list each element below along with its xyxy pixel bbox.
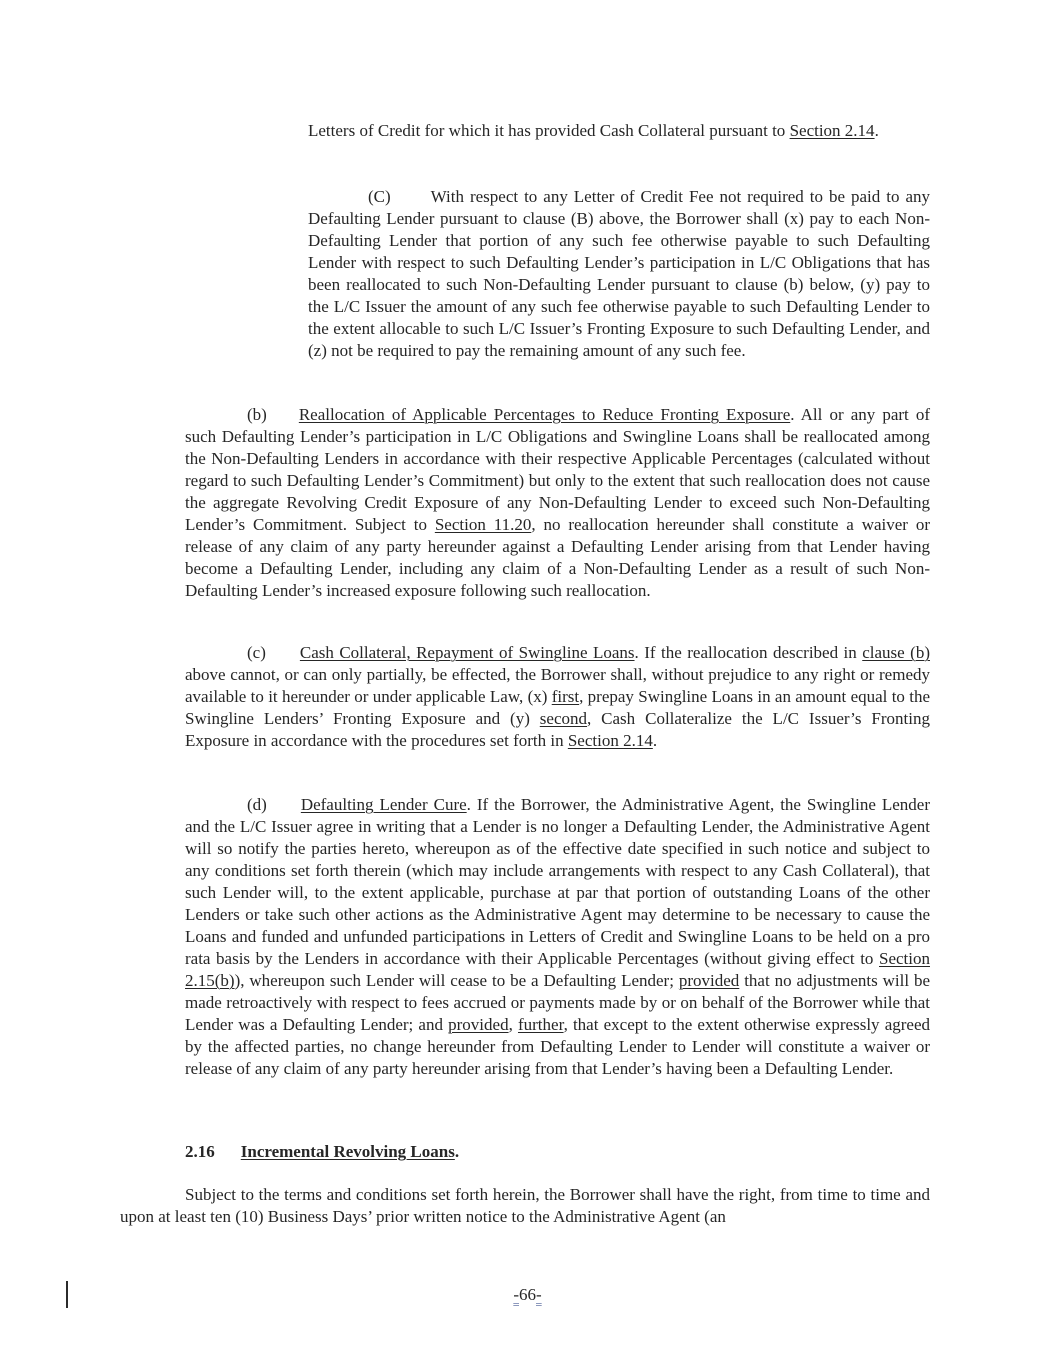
section-heading-2-16: 2.16 Incremental Revolving Loans. [185,1142,460,1161]
clause-C: (C) With respect to any Letter of Credit Fee not required to be paid to any Defaulting Lender pursuant to clause (B) above, the Borrower shall (x) pay to each Non-Defaulting Lender that portion of any such fee otherwise payable to such Defaulting Lender with respect to such Defaulting Lender’s participation in L/C Obligations that has been reallocated to such Non-Defaulting Lender pursuant to clause (b) below, (y) pay to the L/C Issuer the amount of any such fee otherwise payable to such Defaulting Lender to the extent allocable to such L/C Issuer’s Fronting Exposure to such Defaulting Lender, and (z) not be required to pay the remaining amount of any such fee. [308,187,930,360]
page-number: -66- [513,1285,542,1304]
clause-b: (b) Reallocation of Applicable Percentages to Reduce Fronting Exposure. All or any part of such Defaulting Lender’s participation in L/C Obligations and Swingline Loans shall be reallocated among the Non-Defaulting Lenders in accordance with their respective Applicable Percentages (calculated without regard to such Defaulting Lender’s Commitment) but only to the extent that such reallocation does not cause the aggregate Revolving Credit Exposure of any Non-Defaulting Lender to exceed such Non-Defaulting Lender’s Commitment. Subject to Section 11.20, no reallocation hereunder shall constitute a waiver or release of any claim of any party hereunder against a Defaulting Lender arising from that Lender having become a Defaulting Lender, including any claim of a Non-Defaulting Lender as a result of such Non-Defaulting Lender’s increased exposure following such reallocation. [185,405,930,600]
paragraph-2-16-intro: Subject to the terms and conditions set forth herein, the Borrower shall have the right, from time to time and upon at least ten (10) Business Days’ prior written notice to the Administrative Agent (an [120,1185,930,1226]
clause-letters-of-credit: Letters of Credit for which it has provided Cash Collateral pursuant to Section 2.14. [308,121,879,140]
clause-c: (c) Cash Collateral, Repayment of Swingline Loans. If the reallocation described in clause (b) above cannot, or can only partially, be effected, the Borrower shall, without prejudice to any right or remedy available to it hereunder or under applicable Law, (x) first, prepay Swingline Loans in an amount equal to the Swingline Lenders’ Fronting Exposure and (y) second, Cash Collateralize the L/C Issuer’s Fronting Exposure in accordance with the procedures set forth in Section 2.14. [185,643,931,750]
page-footer [0,1284,1055,1306]
clause-d: (d) Defaulting Lender Cure. If the Borrower, the Administrative Agent, the Swingline Lender and the L/C Issuer agree in writing that a Lender is no longer a Defaulting Lender, the Administrative Agent will so notify the parties hereto, whereupon as of the effective date specified in such notice and subject to any conditions set forth therein (which may include arrangements with respect to any Cash Collateral), that such Lender will, to the extent applicable, purchase at par that portion of outstanding Loans of the other Lenders or take such other actions as the Administrative Agent may determine to be necessary to cause the Loans and funded and unfunded participations in Letters of Credit and Swingline Loans to be held on a pro rata basis by the Lenders in accordance with their Applicable Percentages (without giving effect to Section 2.15(b)), whereupon such Lender will cease to be a Defaulting Lender; provided that no adjustments will be made retroactively with respect to fees accrued or payments made by or on behalf of the Borrower while that Lender was a Defaulting Lender; and provided, further, that except to the extent otherwise expressly agreed by the affected parties, no change hereunder from Defaulting Lender to Lender will constitute a waiver or release of any claim of any party hereunder arising from that Lender’s having been a Defaulting Lender. [185,795,931,1078]
